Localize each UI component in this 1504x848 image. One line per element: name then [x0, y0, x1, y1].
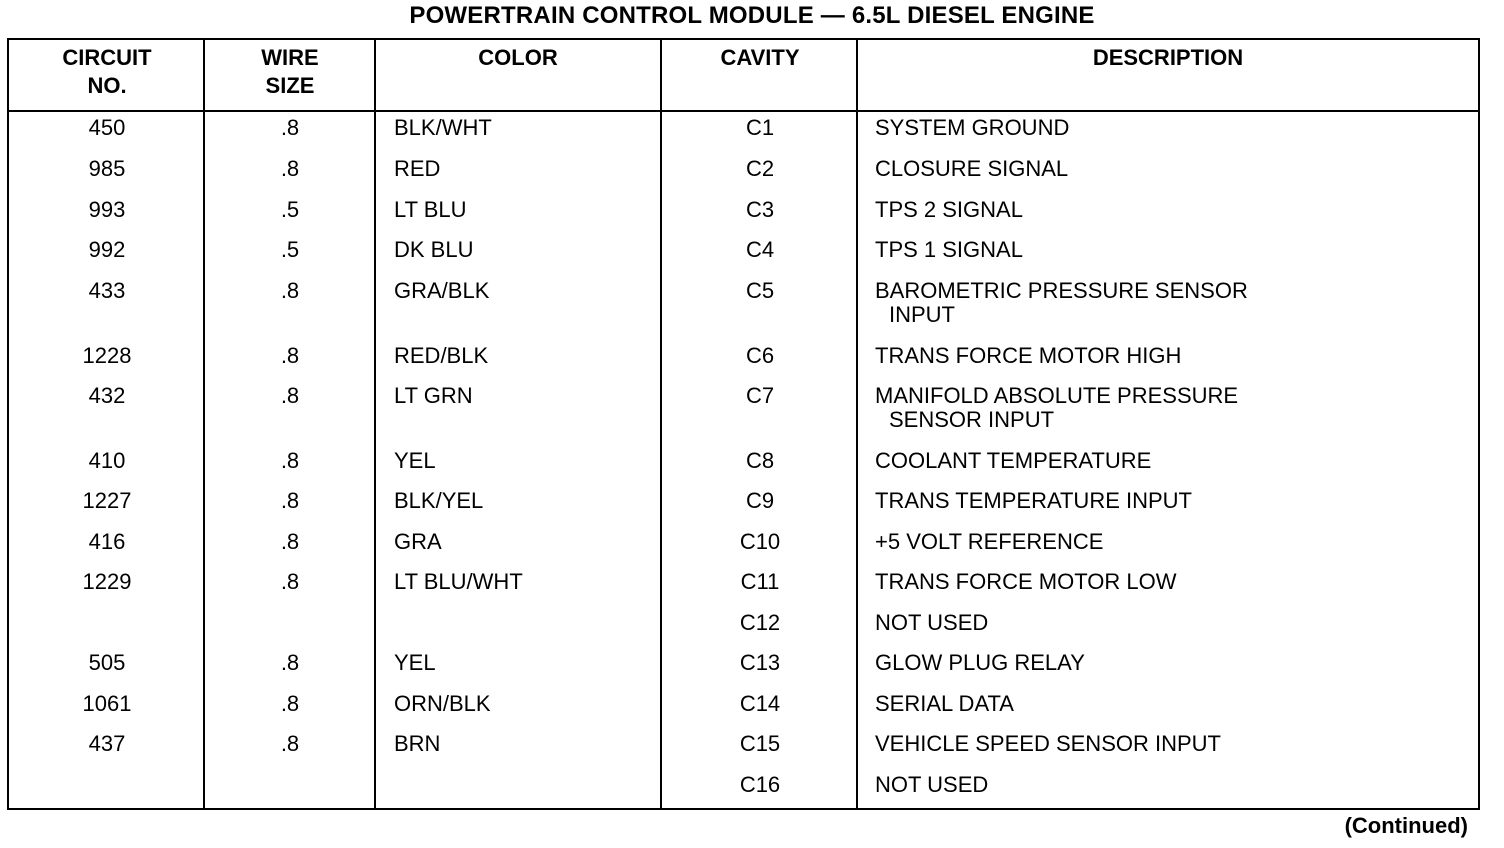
description-cell: [875, 570, 1475, 594]
header-circuit-line1: CIRCUIT: [62, 45, 152, 70]
cavity-cell: C13: [739, 650, 781, 675]
cavity-cell: C7: [745, 383, 775, 408]
table-row: [9, 773, 1478, 813]
table-row: [9, 732, 1478, 772]
wire-color-cell: RED/BLK: [394, 343, 489, 368]
wire-color-cell: BRN: [394, 731, 441, 756]
description-cell: [875, 238, 1475, 262]
table-row: [9, 344, 1478, 384]
circuit-number-cell: 993: [88, 197, 126, 222]
table-row: [9, 570, 1478, 610]
description-line: BAROMETRIC PRESSURE SENSOR: [875, 278, 1248, 303]
cavity-cell: C12: [739, 610, 781, 635]
table-row: [9, 611, 1478, 651]
table-row: [9, 651, 1478, 691]
description-line: NOT USED: [875, 610, 989, 635]
header-wire-line1: WIRE: [261, 45, 319, 70]
circuit-number-cell: 505: [88, 650, 126, 675]
wire-size-cell: .8: [280, 650, 300, 675]
description-cell: [875, 489, 1475, 513]
wire-size-cell: .8: [280, 529, 300, 554]
circuit-number-cell: 410: [88, 448, 126, 473]
description-continuation: SENSOR INPUT: [889, 407, 1055, 432]
header-circuit-line2: NO.: [87, 73, 127, 98]
description-cell: [875, 692, 1475, 716]
description-cell: [875, 116, 1475, 140]
circuit-number-cell: 992: [88, 237, 126, 262]
description-cell: [875, 384, 1475, 432]
wire-color-cell: YEL: [394, 448, 436, 473]
description-cell: [875, 449, 1475, 473]
description-cell: [875, 530, 1475, 554]
description-line: TPS 2 SIGNAL: [875, 197, 1023, 222]
circuit-number-cell: 433: [88, 278, 126, 303]
description-line: SYSTEM GROUND: [875, 115, 1070, 140]
circuit-number-cell: 437: [88, 731, 126, 756]
wire-size-cell: .8: [280, 115, 300, 140]
table-row: [9, 530, 1478, 570]
circuit-number-cell: 985: [88, 156, 126, 181]
circuit-number-cell: 450: [88, 115, 126, 140]
description-line: COOLANT TEMPERATURE: [875, 448, 1152, 473]
description-cell: [875, 344, 1475, 368]
description-cell: [875, 732, 1475, 756]
header-divider: [9, 110, 1478, 112]
description-line: +5 VOLT REFERENCE: [875, 529, 1104, 554]
circuit-number-cell: 1229: [82, 569, 132, 594]
cavity-cell: C5: [745, 278, 775, 303]
wire-size-cell: .8: [280, 488, 300, 513]
description-line: NOT USED: [875, 772, 989, 797]
description-cell: [875, 279, 1475, 327]
cavity-cell: C16: [739, 772, 781, 797]
wire-size-cell: .8: [280, 691, 300, 716]
cavity-cell: C1: [745, 115, 775, 140]
wire-color-cell: DK BLU: [394, 237, 474, 262]
header-cavity: CAVITY: [720, 45, 800, 70]
circuit-number-cell: 1228: [82, 343, 132, 368]
wire-size-cell: .8: [280, 156, 300, 181]
description-line: CLOSURE SIGNAL: [875, 156, 1069, 181]
cavity-cell: C4: [745, 237, 775, 262]
header-wire-line2: SIZE: [265, 73, 315, 98]
wire-color-cell: BLK/YEL: [394, 488, 484, 513]
cavity-cell: C11: [740, 569, 780, 594]
cavity-cell: C10: [739, 529, 781, 554]
wire-size-cell: .8: [280, 731, 300, 756]
header-color: COLOR: [478, 45, 558, 70]
description-line: VEHICLE SPEED SENSOR INPUT: [875, 731, 1221, 756]
description-cell: [875, 198, 1475, 222]
page-title: POWERTRAIN CONTROL MODULE — 6.5L DIESEL ENGINE: [409, 2, 1095, 29]
table-row: [9, 449, 1478, 489]
description-line: TRANS FORCE MOTOR LOW: [875, 569, 1177, 594]
cavity-cell: C9: [745, 488, 775, 513]
wire-size-cell: .5: [280, 237, 300, 262]
wire-color-cell: LT BLU/WHT: [394, 569, 523, 594]
table-row: [9, 278, 1478, 327]
circuit-number-cell: 432: [88, 383, 126, 408]
table-row: [9, 116, 1478, 156]
description-line: TRANS TEMPERATURE INPUT: [875, 488, 1192, 513]
connector-table: [7, 38, 1480, 810]
cavity-cell: C3: [745, 197, 775, 222]
circuit-number-cell: 1227: [82, 488, 132, 513]
cavity-cell: C15: [739, 731, 781, 756]
description-continuation: INPUT: [889, 302, 955, 327]
wire-size-cell: .8: [280, 383, 300, 408]
cavity-cell: C8: [745, 448, 775, 473]
header-description: DESCRIPTION: [1092, 45, 1244, 70]
table-row: [9, 198, 1478, 238]
cavity-cell: C2: [745, 156, 775, 181]
description-cell: [875, 157, 1475, 181]
table-row: [9, 489, 1478, 529]
table-row: [9, 238, 1478, 278]
description-line: GLOW PLUG RELAY: [875, 650, 1085, 675]
description-cell: [875, 773, 1475, 797]
wire-color-cell: YEL: [394, 650, 436, 675]
circuit-number-cell: 416: [88, 529, 126, 554]
wire-color-cell: LT BLU: [394, 197, 467, 222]
description-cell: [875, 651, 1475, 675]
table-row: [9, 383, 1478, 432]
cavity-cell: C14: [739, 691, 781, 716]
table-row: [9, 157, 1478, 197]
table-row: [9, 692, 1478, 732]
header-wire-size: [205, 44, 375, 100]
description-line: MANIFOLD ABSOLUTE PRESSURE: [875, 383, 1239, 408]
cavity-cell: C6: [745, 343, 775, 368]
wire-color-cell: BLK/WHT: [394, 115, 492, 140]
wire-size-cell: .8: [280, 448, 300, 473]
continued-note: (Continued): [1344, 813, 1468, 838]
description-line: SERIAL DATA: [875, 691, 1014, 716]
wire-color-cell: ORN/BLK: [394, 691, 491, 716]
wire-size-cell: .5: [280, 197, 300, 222]
wire-color-cell: LT GRN: [394, 383, 473, 408]
wire-size-cell: .8: [280, 343, 300, 368]
wire-color-cell: GRA: [394, 529, 442, 554]
wire-size-cell: .8: [280, 278, 300, 303]
circuit-number-cell: 1061: [82, 691, 132, 716]
wire-color-cell: GRA/BLK: [394, 278, 490, 303]
description-cell: [875, 611, 1475, 635]
wire-color-cell: RED: [394, 156, 441, 181]
header-circuit-no: [9, 44, 205, 100]
description-line: TPS 1 SIGNAL: [875, 237, 1023, 262]
wire-size-cell: .8: [280, 569, 300, 594]
description-line: TRANS FORCE MOTOR HIGH: [875, 343, 1182, 368]
